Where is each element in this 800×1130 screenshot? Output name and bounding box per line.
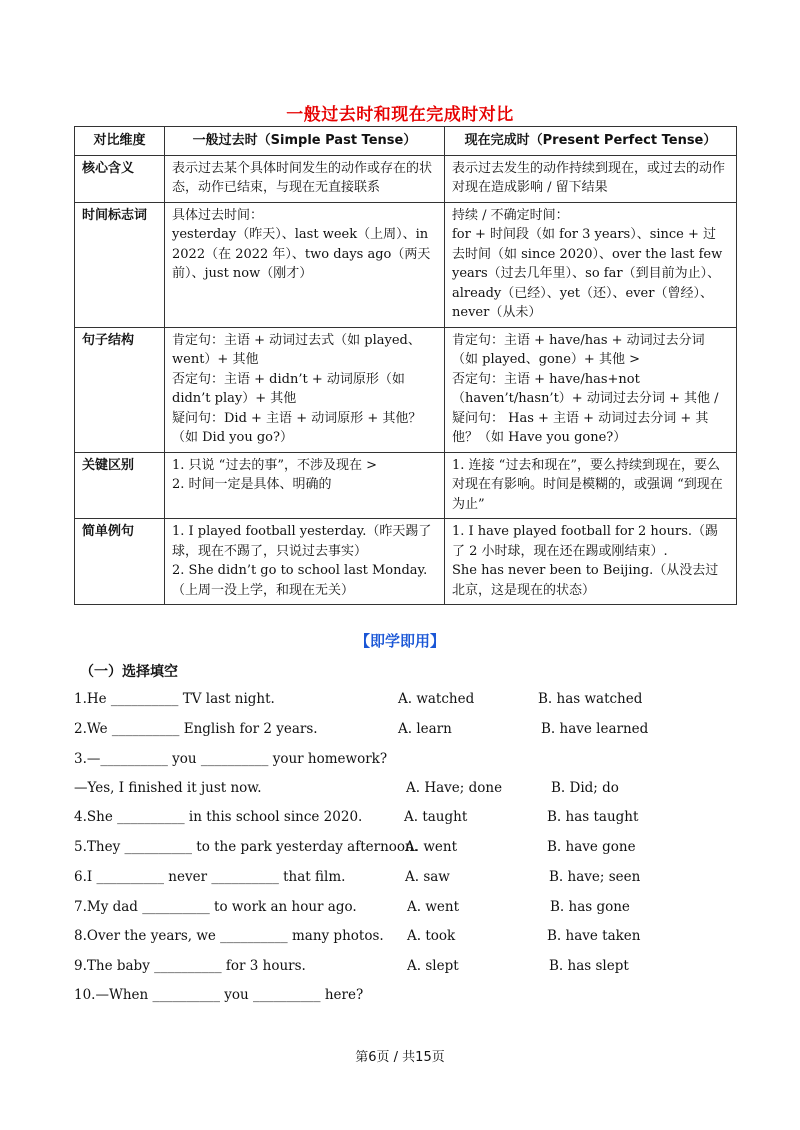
row-dimension: 核心含义	[75, 155, 165, 202]
question-text: 7.My dad __________ to work an hour ago.	[74, 899, 357, 915]
question-text: 8.Over the years, we __________ many photos.	[74, 928, 384, 944]
option-a: A. saw	[405, 869, 450, 885]
header-dimension: 对比维度	[75, 127, 165, 156]
cell-past	[165, 202, 445, 327]
cell-text: 否定句：主语 + have/has+not（haven’t/hasn’t）+ 动词过去分词 + 其他 / 疑问句： Has + 主语 + 动词过去分词 + 其他？（如 Have you gone?）	[452, 371, 719, 445]
cell-past	[165, 327, 445, 452]
question-text: 1.He __________ TV last night.	[74, 691, 275, 707]
table-row	[75, 452, 737, 519]
option-a: A. taught	[404, 809, 468, 825]
cell-perfect	[445, 519, 737, 605]
cell-text: 肯定句：主语 + 动词过去式（如 played、went）+ 其他	[172, 332, 421, 367]
option-a: A. slept	[407, 958, 459, 974]
cell-text: 肯定句：主语 + have/has + 动词过去分词（如 played、gone）+ 其他 >	[452, 332, 705, 367]
cell-text: 2. She didn’t go to school last Monday.（上周一没上学，和现在无关）	[172, 563, 428, 598]
section-title: 【即学即用】	[354, 632, 445, 650]
cell-text: 表示过去某个具体时间发生的动作或存在的状态，动作已结束，与现在无直接联系	[172, 160, 433, 195]
cell-text: 疑问句：Did + 主语 + 动词原形 + 其他？（如 Did you go?）	[172, 410, 422, 445]
option-b: B. has taught	[547, 809, 639, 825]
cell-text: 2. 时间一定是具体、明确的	[172, 477, 332, 492]
table-row	[75, 155, 737, 202]
question-text: 6.I __________ never __________ that film.	[74, 869, 346, 885]
row-dimension: 关键区别	[75, 452, 165, 519]
cell-perfect	[445, 202, 737, 327]
cell-text: She has never been to Beijing.（从没去过北京，这是现在的状态）	[452, 563, 719, 598]
cell-text: 1. I played football yesterday.（昨天踢了球，现在不踢了，只说过去事实）	[172, 524, 432, 559]
question-text: 5.They __________ to the park yesterday afternoon.	[74, 839, 419, 855]
option-b: B. have taken	[547, 928, 641, 944]
row-dimension: 时间标志词	[75, 202, 165, 327]
question-text: 3.—__________ you __________ your homework?	[74, 751, 388, 767]
cell-past	[165, 519, 445, 605]
option-b: B. Did; do	[551, 780, 619, 796]
cell-text: 持续 / 不确定时间：	[452, 207, 569, 223]
option-b: B. has watched	[538, 691, 643, 707]
cell-past	[165, 452, 445, 519]
question-text: 4.She __________ in this school since 2020.	[74, 809, 363, 825]
question-text: 2.We __________ English for 2 years.	[74, 721, 318, 737]
option-b: B. have gone	[547, 839, 636, 855]
cell-text: 表示过去发生的动作持续到现在，或过去的动作对现在造成影响 / 留下结果	[452, 160, 726, 195]
option-b: B. have; seen	[549, 869, 641, 885]
cell-perfect	[445, 155, 737, 202]
option-b: B. has gone	[550, 899, 630, 915]
table-row	[75, 202, 737, 327]
cell-text: 1. 连接 “过去和现在”，要么持续到现在，要么对现在有影响。时间是模糊的，或强调 “到现在为止”	[452, 457, 723, 512]
cell-past	[165, 155, 445, 202]
option-a: A. went	[407, 899, 459, 915]
cell-text: 否定句：主语 + didn’t + 动词原形（如 didn’t play）+ 其他	[172, 371, 405, 406]
question-text: 9.The baby __________ for 3 hours.	[74, 958, 306, 974]
comparison-table	[74, 126, 737, 605]
table-row	[75, 327, 737, 452]
option-a: A. watched	[398, 691, 475, 707]
question-text: 10.—When __________ you __________ here?	[74, 987, 364, 1003]
row-dimension: 句子结构	[75, 327, 165, 452]
question-text: —Yes, I finished it just now.	[74, 780, 262, 796]
cell-perfect	[445, 327, 737, 452]
cell-text: 1. 只说 “过去的事”，不涉及现在 >	[172, 457, 377, 473]
table-header-row	[75, 127, 737, 156]
cell-text: yesterday（昨天）、last week（上周）、in 2022（在 2022 年）、two days ago（两天前）、just now（刚才）	[172, 227, 431, 281]
header-present-perfect: 现在完成时（Present Perfect Tense）	[445, 127, 737, 156]
option-a: A. Have; done	[406, 780, 503, 796]
option-b: B. have learned	[541, 721, 649, 737]
row-dimension: 简单例句	[75, 519, 165, 605]
header-simple-past: 一般过去时（Simple Past Tense）	[165, 127, 445, 156]
option-b: B. has slept	[549, 958, 629, 974]
option-a: A. learn	[398, 721, 452, 737]
option-a: A. took	[407, 928, 456, 944]
page-number: 第6页 / 共15页	[355, 1050, 445, 1065]
cell-text: 1. I have played football for 2 hours.（踢了 2 小时球，现在还在踢或刚结束）.	[452, 524, 719, 559]
cell-text: 具体过去时间：	[172, 207, 264, 223]
cell-perfect	[445, 452, 737, 519]
option-a: A. went	[405, 839, 457, 855]
page-title: 一般过去时和现在完成时对比	[286, 105, 514, 125]
cell-text: for + 时间段（如 for 3 years）、since + 过去时间（如 since 2020）、over the last few years（过去几年里）、so far（到目前为止）、already（已经）、yet（还）、ever（曾经）、never（从未）	[452, 227, 723, 320]
exercise-subtitle: （一）选择填空	[80, 664, 178, 680]
table-row	[75, 519, 737, 605]
